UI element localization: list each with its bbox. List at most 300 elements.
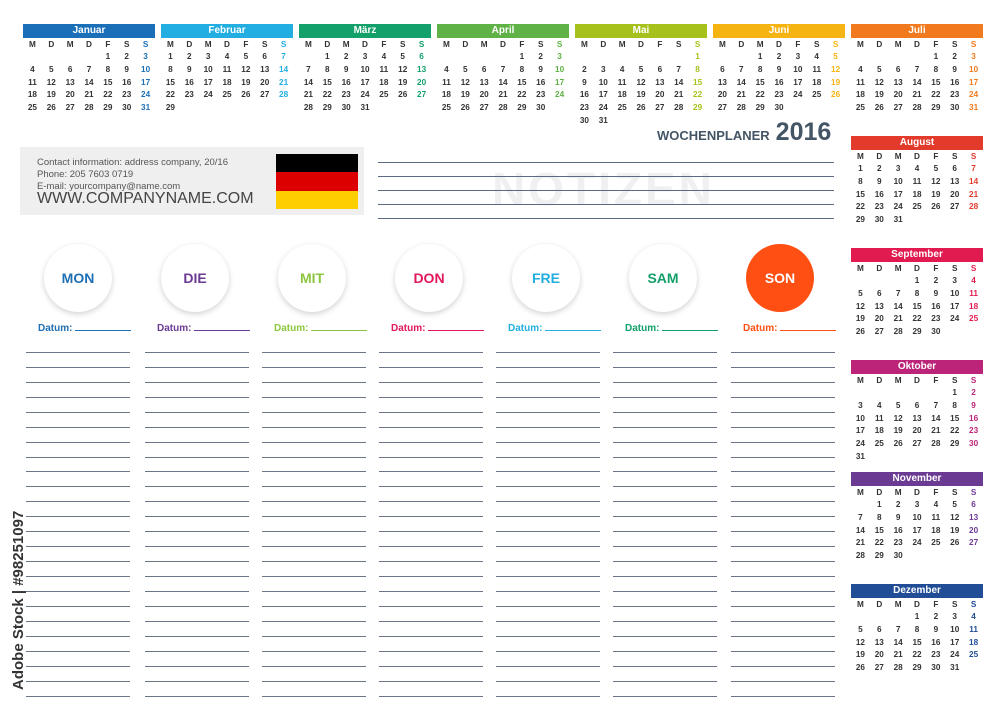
- writing-line[interactable]: [731, 682, 835, 697]
- day-number[interactable]: 24: [793, 90, 803, 100]
- writing-line[interactable]: [145, 398, 249, 413]
- day-number[interactable]: 30: [931, 327, 941, 337]
- writing-line[interactable]: [496, 458, 600, 473]
- day-number[interactable]: 15: [874, 525, 884, 535]
- day-number[interactable]: 19: [893, 426, 903, 436]
- day-number[interactable]: 3: [971, 52, 976, 61]
- day-number[interactable]: 5: [833, 52, 838, 61]
- writing-line[interactable]: [496, 607, 600, 622]
- day-number[interactable]: 10: [141, 64, 151, 74]
- day-number[interactable]: 13: [479, 77, 489, 87]
- day-number[interactable]: 19: [950, 525, 960, 535]
- day-number[interactable]: 13: [893, 77, 903, 87]
- day-number[interactable]: 30: [579, 115, 589, 125]
- day-number[interactable]: 18: [27, 90, 37, 100]
- day-number[interactable]: 23: [893, 538, 903, 548]
- notes-line[interactable]: [378, 191, 834, 205]
- day-number[interactable]: 3: [362, 52, 368, 61]
- day-number[interactable]: 4: [876, 400, 882, 410]
- day-number[interactable]: 9: [971, 400, 976, 410]
- day-number[interactable]: 14: [498, 77, 508, 87]
- date-field[interactable]: [157, 323, 249, 334]
- day-number[interactable]: 17: [203, 77, 213, 87]
- day-number[interactable]: 8: [933, 64, 939, 74]
- writing-line[interactable]: [731, 413, 835, 428]
- day-number[interactable]: 16: [122, 77, 132, 87]
- writing-line[interactable]: [145, 368, 249, 383]
- writing-line[interactable]: [731, 667, 835, 682]
- writing-line[interactable]: [26, 637, 130, 652]
- day-number[interactable]: 20: [260, 77, 270, 87]
- writing-line[interactable]: [145, 682, 249, 697]
- day-number[interactable]: 12: [831, 64, 841, 74]
- day-number[interactable]: 5: [858, 288, 863, 298]
- day-number[interactable]: 21: [855, 538, 865, 548]
- writing-line[interactable]: [496, 413, 600, 428]
- day-number[interactable]: 25: [812, 90, 822, 100]
- day-number[interactable]: 11: [874, 413, 884, 423]
- day-number[interactable]: 22: [322, 90, 332, 100]
- day-number[interactable]: 30: [874, 215, 884, 225]
- writing-lines[interactable]: [145, 338, 249, 697]
- day-number[interactable]: 11: [379, 64, 389, 74]
- day-number[interactable]: 16: [893, 525, 903, 535]
- day-number[interactable]: 13: [655, 77, 665, 87]
- day-number[interactable]: 24: [203, 90, 213, 100]
- day-number[interactable]: 28: [931, 439, 941, 449]
- day-number[interactable]: 20: [717, 90, 727, 100]
- writing-line[interactable]: [613, 607, 717, 622]
- writing-line[interactable]: [145, 487, 249, 502]
- day-number[interactable]: 17: [793, 77, 803, 87]
- day-number[interactable]: 9: [933, 288, 939, 298]
- day-number[interactable]: 1: [858, 164, 863, 173]
- writing-line[interactable]: [262, 502, 366, 517]
- writing-line[interactable]: [613, 428, 717, 443]
- day-number[interactable]: 2: [538, 52, 543, 61]
- writing-line[interactable]: [26, 338, 130, 353]
- writing-line[interactable]: [26, 428, 130, 443]
- day-number[interactable]: 21: [736, 90, 746, 100]
- writing-line[interactable]: [26, 413, 130, 428]
- writing-line[interactable]: [613, 338, 717, 353]
- day-number[interactable]: 22: [912, 314, 922, 324]
- writing-line[interactable]: [145, 443, 249, 458]
- day-number[interactable]: 24: [598, 103, 608, 113]
- writing-line[interactable]: [731, 502, 835, 517]
- day-number[interactable]: 8: [519, 64, 525, 74]
- day-number[interactable]: 12: [636, 77, 646, 87]
- writing-line[interactable]: [26, 368, 130, 383]
- day-number[interactable]: 15: [517, 77, 527, 87]
- day-number[interactable]: 16: [931, 301, 941, 311]
- day-number[interactable]: 9: [186, 64, 192, 74]
- day-number[interactable]: 20: [969, 525, 979, 535]
- day-number[interactable]: 18: [812, 77, 822, 87]
- day-number[interactable]: 26: [46, 103, 56, 113]
- day-number[interactable]: 27: [479, 103, 489, 113]
- day-number[interactable]: 9: [952, 64, 957, 74]
- day-number[interactable]: 25: [855, 103, 865, 113]
- day-number[interactable]: 18: [441, 90, 451, 100]
- day-number[interactable]: 29: [931, 103, 941, 113]
- writing-line[interactable]: [262, 562, 366, 577]
- writing-line[interactable]: [496, 592, 600, 607]
- writing-line[interactable]: [613, 443, 717, 458]
- day-number[interactable]: 4: [30, 64, 35, 74]
- day-number[interactable]: 27: [65, 103, 75, 113]
- day-number[interactable]: 13: [969, 512, 979, 522]
- day-number[interactable]: 25: [441, 103, 451, 113]
- day-number[interactable]: 3: [205, 52, 211, 61]
- day-number[interactable]: 5: [895, 400, 901, 410]
- writing-line[interactable]: [145, 383, 249, 398]
- day-number[interactable]: 12: [950, 512, 960, 522]
- day-number[interactable]: 18: [855, 90, 865, 100]
- day-number[interactable]: 26: [831, 90, 841, 100]
- day-number[interactable]: 12: [855, 637, 865, 647]
- writing-line[interactable]: [379, 547, 483, 562]
- day-number[interactable]: 28: [893, 663, 903, 673]
- day-number[interactable]: 4: [858, 64, 863, 74]
- day-number[interactable]: 21: [969, 189, 979, 199]
- day-number[interactable]: 6: [895, 64, 901, 74]
- writing-line[interactable]: [145, 592, 249, 607]
- day-number[interactable]: 9: [124, 64, 129, 74]
- day-number[interactable]: 10: [793, 64, 803, 74]
- writing-line[interactable]: [145, 562, 249, 577]
- day-number[interactable]: 11: [969, 288, 978, 298]
- day-number[interactable]: 28: [969, 202, 979, 212]
- day-number[interactable]: 11: [28, 77, 37, 87]
- day-number[interactable]: 18: [969, 301, 979, 311]
- day-number[interactable]: 14: [855, 525, 865, 535]
- writing-line[interactable]: [496, 383, 600, 398]
- day-number[interactable]: 19: [46, 90, 56, 100]
- writing-line[interactable]: [262, 353, 366, 368]
- writing-line[interactable]: [379, 562, 483, 577]
- day-number[interactable]: 17: [969, 77, 979, 87]
- writing-line[interactable]: [731, 338, 835, 353]
- writing-line[interactable]: [262, 577, 366, 592]
- writing-line[interactable]: [262, 667, 366, 682]
- day-number[interactable]: 20: [893, 90, 903, 100]
- day-number[interactable]: 12: [874, 77, 884, 87]
- day-number[interactable]: 1: [519, 52, 525, 61]
- writing-line[interactable]: [731, 577, 835, 592]
- day-number[interactable]: 5: [858, 624, 863, 634]
- day-number[interactable]: 24: [912, 538, 922, 548]
- writing-line[interactable]: [262, 517, 366, 532]
- writing-line[interactable]: [613, 682, 717, 697]
- day-number[interactable]: 26: [398, 90, 408, 100]
- writing-line[interactable]: [262, 622, 366, 637]
- writing-line[interactable]: [731, 622, 835, 637]
- writing-line[interactable]: [613, 517, 717, 532]
- day-number[interactable]: 16: [184, 77, 194, 87]
- day-number[interactable]: 2: [186, 52, 192, 61]
- day-number[interactable]: 30: [893, 551, 903, 561]
- writing-line[interactable]: [145, 667, 249, 682]
- day-number[interactable]: 13: [874, 637, 884, 647]
- day-number[interactable]: 27: [969, 538, 979, 548]
- writing-line[interactable]: [145, 428, 249, 443]
- writing-line[interactable]: [613, 547, 717, 562]
- writing-line[interactable]: [26, 383, 130, 398]
- day-number[interactable]: 23: [950, 90, 960, 100]
- writing-line[interactable]: [613, 667, 717, 682]
- day-number[interactable]: 18: [617, 90, 627, 100]
- day-number[interactable]: 18: [931, 525, 941, 535]
- writing-lines[interactable]: [26, 338, 130, 697]
- date-field[interactable]: [625, 323, 717, 334]
- day-number[interactable]: 31: [855, 451, 865, 461]
- writing-line[interactable]: [145, 338, 249, 353]
- writing-line[interactable]: [145, 607, 249, 622]
- writing-line[interactable]: [26, 517, 130, 532]
- day-number[interactable]: 10: [950, 624, 960, 634]
- day-number[interactable]: 20: [655, 90, 665, 100]
- date-underline[interactable]: [662, 330, 718, 331]
- writing-line[interactable]: [262, 607, 366, 622]
- writing-line[interactable]: [379, 413, 483, 428]
- writing-line[interactable]: [145, 502, 249, 517]
- day-number[interactable]: 28: [84, 103, 94, 113]
- day-number[interactable]: 29: [693, 103, 703, 113]
- day-number[interactable]: 23: [874, 202, 884, 212]
- day-number[interactable]: 17: [855, 426, 865, 436]
- day-number[interactable]: 30: [122, 103, 132, 113]
- day-number[interactable]: 29: [912, 327, 922, 337]
- day-number[interactable]: 11: [931, 512, 941, 522]
- day-number[interactable]: 14: [674, 77, 684, 87]
- day-number[interactable]: 6: [481, 64, 487, 74]
- date-underline[interactable]: [428, 330, 484, 331]
- day-number[interactable]: 3: [143, 52, 148, 61]
- writing-line[interactable]: [496, 667, 600, 682]
- day-number[interactable]: 22: [874, 538, 884, 548]
- day-number[interactable]: 5: [462, 64, 468, 74]
- day-number[interactable]: 11: [442, 77, 451, 87]
- day-number[interactable]: 4: [814, 52, 819, 61]
- day-number[interactable]: 6: [67, 64, 73, 74]
- writing-line[interactable]: [613, 652, 717, 667]
- day-number[interactable]: 23: [931, 314, 941, 324]
- writing-line[interactable]: [731, 607, 835, 622]
- writing-line[interactable]: [26, 682, 130, 697]
- writing-line[interactable]: [262, 487, 366, 502]
- day-number[interactable]: 26: [855, 663, 865, 673]
- writing-line[interactable]: [26, 487, 130, 502]
- day-number[interactable]: 8: [952, 400, 957, 410]
- day-number[interactable]: 25: [27, 103, 37, 113]
- day-number[interactable]: 28: [303, 103, 313, 113]
- day-number[interactable]: 1: [914, 612, 920, 621]
- day-number[interactable]: 8: [105, 64, 111, 74]
- writing-line[interactable]: [379, 458, 483, 473]
- day-number[interactable]: 4: [444, 64, 449, 74]
- writing-lines[interactable]: [262, 338, 366, 697]
- day-number[interactable]: 8: [876, 512, 882, 522]
- day-number[interactable]: 14: [893, 637, 903, 647]
- day-number[interactable]: 5: [243, 52, 249, 61]
- day-number[interactable]: 18: [222, 77, 232, 87]
- day-number[interactable]: 11: [812, 64, 822, 74]
- day-number[interactable]: 7: [933, 400, 939, 410]
- writing-line[interactable]: [379, 682, 483, 697]
- day-number[interactable]: 5: [638, 64, 644, 74]
- day-number[interactable]: 6: [657, 64, 663, 74]
- day-number[interactable]: 10: [360, 64, 370, 74]
- day-number[interactable]: 22: [517, 90, 527, 100]
- day-number[interactable]: 19: [931, 189, 941, 199]
- day-number[interactable]: 8: [914, 288, 920, 298]
- day-number[interactable]: 4: [971, 276, 976, 285]
- day-number[interactable]: 10: [555, 64, 565, 74]
- day-number[interactable]: 3: [600, 64, 606, 74]
- writing-line[interactable]: [145, 517, 249, 532]
- notes-area[interactable]: [378, 149, 834, 219]
- writing-lines[interactable]: [613, 338, 717, 697]
- day-number[interactable]: 17: [141, 77, 151, 87]
- day-number[interactable]: 7: [738, 64, 744, 74]
- writing-line[interactable]: [731, 487, 835, 502]
- day-number[interactable]: 20: [874, 650, 884, 660]
- day-number[interactable]: 5: [933, 164, 939, 173]
- day-number[interactable]: 2: [895, 500, 901, 509]
- day-number[interactable]: 10: [969, 64, 979, 74]
- writing-line[interactable]: [496, 487, 600, 502]
- day-number[interactable]: 6: [262, 52, 267, 61]
- day-number[interactable]: 29: [874, 551, 884, 561]
- day-number[interactable]: 6: [914, 400, 920, 410]
- day-number[interactable]: 2: [971, 388, 976, 397]
- day-number[interactable]: 27: [417, 90, 427, 100]
- day-number[interactable]: 7: [895, 624, 901, 634]
- writing-line[interactable]: [613, 577, 717, 592]
- day-number[interactable]: 10: [950, 288, 960, 298]
- day-number[interactable]: 9: [933, 624, 939, 634]
- day-number[interactable]: 5: [952, 500, 957, 509]
- day-number[interactable]: 1: [933, 52, 939, 61]
- writing-line[interactable]: [379, 472, 483, 487]
- writing-line[interactable]: [145, 547, 249, 562]
- day-number[interactable]: 12: [460, 77, 470, 87]
- day-number[interactable]: 2: [343, 52, 349, 61]
- writing-line[interactable]: [731, 458, 835, 473]
- writing-line[interactable]: [613, 458, 717, 473]
- writing-line[interactable]: [496, 398, 600, 413]
- writing-line[interactable]: [496, 562, 600, 577]
- day-number[interactable]: 5: [400, 52, 405, 61]
- day-number[interactable]: 2: [582, 64, 587, 74]
- day-number[interactable]: 30: [931, 663, 941, 673]
- day-number[interactable]: 23: [579, 103, 589, 113]
- day-number[interactable]: 7: [500, 64, 506, 74]
- day-number[interactable]: 25: [874, 439, 884, 449]
- day-number[interactable]: 28: [736, 103, 746, 113]
- day-number[interactable]: 20: [912, 426, 922, 436]
- date-underline[interactable]: [75, 330, 131, 331]
- writing-line[interactable]: [496, 338, 600, 353]
- day-number[interactable]: 22: [855, 202, 865, 212]
- day-number[interactable]: 21: [84, 90, 94, 100]
- writing-line[interactable]: [262, 547, 366, 562]
- day-number[interactable]: 22: [103, 90, 113, 100]
- day-number[interactable]: 14: [303, 77, 313, 87]
- day-number[interactable]: 24: [893, 202, 903, 212]
- day-number[interactable]: 3: [858, 400, 863, 410]
- day-number[interactable]: 28: [912, 103, 922, 113]
- day-number[interactable]: 11: [912, 176, 922, 186]
- day-number[interactable]: 1: [695, 52, 700, 61]
- day-number[interactable]: 20: [479, 90, 489, 100]
- writing-line[interactable]: [26, 622, 130, 637]
- day-number[interactable]: 4: [224, 52, 230, 61]
- day-number[interactable]: 29: [103, 103, 113, 113]
- day-number[interactable]: 26: [931, 202, 941, 212]
- day-number[interactable]: 19: [874, 90, 884, 100]
- day-number[interactable]: 27: [950, 202, 960, 212]
- day-number[interactable]: 7: [281, 52, 286, 61]
- day-number[interactable]: 20: [417, 77, 427, 87]
- day-number[interactable]: 2: [124, 52, 129, 61]
- day-number[interactable]: 24: [555, 90, 565, 100]
- day-number[interactable]: 9: [343, 64, 349, 74]
- date-field[interactable]: [38, 323, 130, 334]
- writing-line[interactable]: [613, 353, 717, 368]
- date-underline[interactable]: [545, 330, 601, 331]
- day-number[interactable]: 30: [341, 103, 351, 113]
- writing-line[interactable]: [613, 592, 717, 607]
- day-number[interactable]: 28: [893, 327, 903, 337]
- writing-line[interactable]: [145, 652, 249, 667]
- writing-line[interactable]: [496, 682, 600, 697]
- writing-line[interactable]: [145, 622, 249, 637]
- day-number[interactable]: 14: [931, 413, 941, 423]
- day-number[interactable]: 4: [933, 500, 939, 509]
- writing-line[interactable]: [262, 443, 366, 458]
- writing-lines[interactable]: [731, 338, 835, 697]
- day-number[interactable]: 26: [241, 90, 251, 100]
- day-number[interactable]: 29: [755, 103, 765, 113]
- date-underline[interactable]: [194, 330, 250, 331]
- writing-line[interactable]: [496, 577, 600, 592]
- writing-line[interactable]: [496, 443, 600, 458]
- day-number[interactable]: 22: [912, 650, 922, 660]
- writing-line[interactable]: [26, 443, 130, 458]
- day-number[interactable]: 26: [893, 439, 903, 449]
- day-number[interactable]: 1: [876, 500, 882, 509]
- day-number[interactable]: 20: [65, 90, 75, 100]
- day-number[interactable]: 28: [279, 90, 289, 100]
- writing-line[interactable]: [145, 353, 249, 368]
- day-number[interactable]: 26: [636, 103, 646, 113]
- day-number[interactable]: 10: [912, 512, 922, 522]
- day-number[interactable]: 16: [969, 413, 979, 423]
- day-number[interactable]: 10: [855, 413, 865, 423]
- day-number[interactable]: 23: [184, 90, 194, 100]
- day-number[interactable]: 13: [417, 64, 427, 74]
- writing-line[interactable]: [262, 413, 366, 428]
- writing-line[interactable]: [496, 532, 600, 547]
- writing-line[interactable]: [145, 413, 249, 428]
- day-number[interactable]: 8: [695, 64, 700, 74]
- day-number[interactable]: 14: [893, 301, 903, 311]
- day-number[interactable]: 16: [774, 77, 784, 87]
- writing-line[interactable]: [262, 398, 366, 413]
- writing-line[interactable]: [26, 398, 130, 413]
